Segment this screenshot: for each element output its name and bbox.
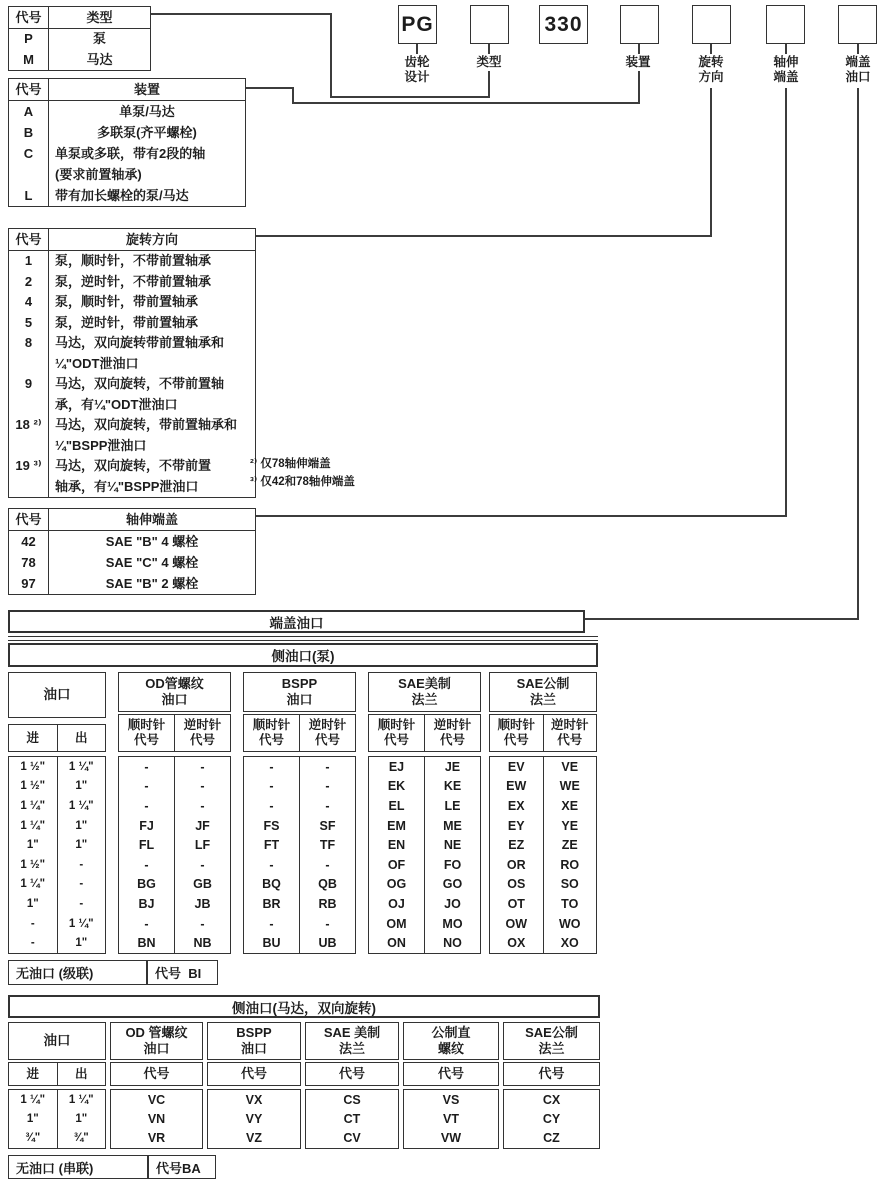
code-box-value: PG (401, 12, 434, 36)
table-cell: - (200, 759, 205, 774)
pump-bspp-cw-ccw-header: 顺时针 代号 逆时针 代号 (243, 714, 356, 752)
table-cell: - (325, 857, 330, 872)
connector-line (710, 88, 712, 237)
table-cell: EX (507, 798, 525, 813)
table-cell: NB (193, 936, 212, 951)
pump-od-group-header: OD管螺纹 油口 (118, 672, 231, 712)
table-cell: 1" (26, 1112, 39, 1125)
table-cell: EL (388, 798, 405, 813)
table-cell: 1" (75, 1112, 88, 1125)
table-cell: CX (542, 1092, 561, 1107)
table-cell: ¾" (25, 1132, 41, 1145)
motor-metric-straight-group-header: 公制直 螺纹 (403, 1022, 499, 1060)
table-cell: ZE (561, 838, 578, 853)
table-cell: 1 ¼" (20, 819, 46, 832)
code-box-label-cover-port: 端盖 油口 (845, 55, 871, 84)
motor-od-codes (110, 1089, 203, 1149)
table-cell: VX (245, 1092, 263, 1107)
table-cell: KE (443, 779, 462, 794)
table-cell: 1 ½" (20, 858, 46, 871)
table-cell: NO (443, 936, 462, 951)
table-cell: - (30, 937, 35, 950)
table-cell: ON (387, 936, 406, 951)
connector-line (488, 71, 490, 98)
connector-line (785, 88, 787, 517)
table-cell: VT (443, 1111, 459, 1126)
table-cell: BQ (262, 877, 281, 892)
in-header: 进 (9, 1063, 58, 1085)
table-cell: BJ (138, 896, 155, 911)
table-cell: OM (386, 916, 407, 931)
pump-bspp-group-header: BSPP 油口 (243, 672, 356, 712)
table-cell: EJ (388, 759, 405, 774)
table-cell: VW (440, 1131, 462, 1146)
type-code-table: 代号 类型 P 泵 M 马达 (8, 6, 151, 71)
table-cell: ME (443, 818, 462, 833)
connector-line (857, 44, 859, 54)
section-divider (8, 636, 598, 641)
pump-sae-us-group-header: SAE美制 法兰 (368, 672, 481, 712)
table-cell: JE (444, 759, 461, 774)
table-cell: - (200, 798, 205, 813)
table-cell: OT (507, 896, 525, 911)
pump-od-codes (118, 756, 231, 954)
table-cell: QB (318, 877, 337, 892)
table-cell: WE (559, 779, 580, 794)
table-cell: VY (245, 1111, 263, 1126)
table-cell: SF (319, 818, 336, 833)
table-cell: 1 ¼" (68, 799, 94, 812)
table-cell: - (144, 798, 149, 813)
table-cell: EK (387, 779, 406, 794)
code-box-label-rotation: 旋转 方向 (698, 55, 724, 84)
code-box-label-device: 装置 (625, 55, 651, 69)
table-cell: BN (137, 936, 156, 951)
table-cell: 1 ¼" (20, 878, 46, 891)
motor-sae-us-codes (305, 1089, 399, 1149)
table-cell: - (325, 779, 330, 794)
table-cell: 1 ½" (20, 780, 46, 793)
connector-line (292, 87, 294, 104)
table-cell: XO (560, 936, 579, 951)
table-cell: JO (444, 896, 461, 911)
pump-sae-us-cw-ccw-header: 顺时针 代号 逆时针 代号 (368, 714, 481, 752)
motor-sae-metric-codes (503, 1089, 600, 1149)
table-cell: EW (506, 779, 527, 794)
table-cell: JB (194, 896, 211, 911)
table-cell: OG (386, 877, 407, 892)
motor-port-sizes (8, 1089, 106, 1149)
motor-in-out-header (8, 1062, 106, 1086)
table-cell: VC (147, 1092, 166, 1107)
table-cell: VS (442, 1092, 460, 1107)
table-cell: FO (443, 857, 462, 872)
table-cell: CS (343, 1092, 361, 1107)
table-cell: - (269, 857, 274, 872)
table-cell: - (200, 779, 205, 794)
code-box-device (620, 5, 659, 44)
table-cell: OS (507, 877, 526, 892)
pump-side-ports-bar: 侧油口(泵) (8, 643, 598, 667)
table-cell: BU (262, 936, 281, 951)
table-cell: OF (387, 857, 406, 872)
pump-sae-metric-cw-ccw-header: 顺时针 代号 逆时针 代号 (489, 714, 597, 752)
table-cell: - (269, 916, 274, 931)
connector-line (488, 44, 490, 54)
footnote-2: ²⁾ 仅78轴伸端盖 (250, 458, 331, 470)
connector-line (857, 88, 859, 620)
table-cell: VR (147, 1131, 166, 1146)
table-cell: - (200, 916, 205, 931)
table-cell: EV (507, 759, 525, 774)
table-cell: 1" (75, 839, 88, 852)
table-cell: CV (343, 1131, 361, 1146)
connector-line (246, 87, 292, 89)
connector-line (710, 44, 712, 54)
connector-line (330, 96, 489, 98)
motor-sae-metric-code-header: 代号 (503, 1062, 600, 1086)
no-port-cascade-code: 代号 BI (147, 960, 218, 985)
table-cell: 1 ¼" (68, 1093, 94, 1106)
end-cover-ports-bar: 端盖油口 (8, 610, 585, 633)
table-cell: 1" (75, 780, 88, 793)
table-cell: ¾" (73, 1132, 89, 1145)
connector-line (585, 618, 859, 620)
code-box-label-type: 类型 (476, 55, 502, 69)
connector-line (638, 44, 640, 54)
table-cell: TF (319, 838, 336, 853)
table-cell: 1" (26, 839, 39, 852)
table-cell: 1 ¼" (20, 799, 46, 812)
table-cell: - (325, 798, 330, 813)
footnote-3: ³⁾ 仅42和78轴伸端盖 (250, 476, 355, 488)
table-cell: YE (561, 818, 579, 833)
motor-sae-metric-group-header: SAE公制 法兰 (503, 1022, 600, 1060)
table-cell: EM (387, 818, 406, 833)
pump-sae-metric-codes (489, 756, 597, 954)
table-cell: RB (318, 896, 337, 911)
motor-bspp-group-header: BSPP 油口 (207, 1022, 301, 1060)
connector-line (785, 44, 787, 54)
motor-bspp-code-header: 代号 (207, 1062, 301, 1086)
table-cell: NE (443, 838, 462, 853)
connector-line (256, 235, 712, 237)
table-cell: GB (193, 877, 212, 892)
motor-metric-straight-code-header: 代号 (403, 1062, 499, 1086)
connector-line (292, 102, 639, 104)
table-cell: - (79, 897, 84, 910)
code-box-label-gear-design: 齿轮 设计 (404, 55, 430, 84)
table-cell: CT (343, 1111, 361, 1126)
table-cell: 1" (26, 897, 39, 910)
code-box-cover-port (838, 5, 877, 44)
connector-line (638, 71, 640, 104)
table-cell: FS (263, 818, 280, 833)
connector-line (330, 13, 332, 98)
pump-bspp-codes (243, 756, 356, 954)
table-cell: EZ (508, 838, 525, 853)
table-cell: BG (137, 877, 156, 892)
code-box-gear-design (398, 5, 437, 44)
table-cell: - (144, 779, 149, 794)
code-box-size (539, 5, 588, 44)
code-box-shaft-cover (766, 5, 805, 44)
pump-sae-us-codes (368, 756, 481, 954)
table-cell: 1 ½" (20, 760, 46, 773)
table-cell: OW (505, 916, 528, 931)
in-header: 进 (9, 725, 58, 751)
table-cell: FL (138, 838, 155, 853)
table-cell: RO (560, 857, 580, 872)
table-cell: CZ (543, 1131, 560, 1146)
table-cell: - (325, 759, 330, 774)
rotation-table: 代号 旋转方向 1 泵，顺时针，不带前置轴承 2 泵，逆时针，不带前置轴承 4 泵，顺时针，带前置轴承 5 泵，逆时针，带前置轴承 8 马达，双向旋转带前置轴承和 ¼"ODT泄油口 9 马达，双向旋转，不带前置轴 承，有¼"ODT泄油口 18 ²⁾ 马达，双向旋转，带前置轴承和 ¼"BSPP泄油口 19 ³⁾ 马达，双向旋转，不带前置 轴承，有¼"BSPP泄油口 (8, 228, 256, 498)
table-cell: VN (147, 1111, 166, 1126)
table-cell: 1" (75, 819, 88, 832)
table-cell: 1" (75, 937, 88, 950)
table-cell: VE (561, 759, 579, 774)
motor-sae-us-code-header: 代号 (305, 1062, 399, 1086)
pump-port-sizes (8, 756, 106, 954)
table-cell: EN (387, 838, 406, 853)
motor-od-code-header: 代号 (110, 1062, 203, 1086)
out-header: 出 (74, 730, 88, 745)
code-box-rotation (692, 5, 731, 44)
pump-in-out-header (8, 724, 106, 752)
table-cell: - (144, 759, 149, 774)
out-header: 出 (74, 1066, 88, 1081)
code-box-label-shaft-cover: 轴伸 端盖 (773, 55, 799, 84)
motor-sae-us-group-header: SAE 美制 法兰 (305, 1022, 399, 1060)
connector-line (416, 44, 418, 54)
table-cell: - (144, 857, 149, 872)
pump-port-size-header: 油口 (8, 672, 106, 718)
table-cell: OJ (388, 896, 405, 911)
table-cell: OX (507, 936, 526, 951)
pump-od-cw-ccw-header: 顺时针 代号 逆时针 代号 (118, 714, 231, 752)
table-cell: - (79, 858, 84, 871)
table-cell: JF (195, 818, 210, 833)
table-cell: - (325, 916, 330, 931)
shaft-end-cover-table: 代号 轴伸端盖 42 SAE "B" 4 螺栓 78 SAE "C" 4 螺栓 97 SAE "B" 2 螺栓 (8, 508, 256, 595)
code-box-value: 330 (544, 12, 583, 36)
pump-sae-metric-group-header: SAE公制 法兰 (489, 672, 597, 712)
table-cell: LF (194, 838, 211, 853)
table-cell: 1 ¼" (68, 917, 94, 930)
table-cell: WO (558, 916, 581, 931)
table-cell: GO (442, 877, 463, 892)
motor-metric-straight-codes (403, 1089, 499, 1149)
no-port-series-code: 代号BA (148, 1155, 216, 1179)
table-cell: - (79, 878, 84, 891)
table-cell: - (269, 759, 274, 774)
motor-port-size-header: 油口 (8, 1022, 106, 1060)
connector-line (256, 515, 787, 517)
motor-od-group-header: OD 管螺纹 油口 (110, 1022, 203, 1060)
table-cell: FT (263, 838, 280, 853)
table-cell: BR (262, 896, 281, 911)
table-cell: SO (560, 877, 579, 892)
table-cell: CY (542, 1111, 561, 1126)
table-cell: LE (444, 798, 461, 813)
table-cell: - (269, 779, 274, 794)
no-port-cascade-label: 无油口 (级联) (8, 960, 147, 985)
no-port-series-label: 无油口 (串联) (8, 1155, 148, 1179)
table-cell: 1 ¼" (20, 1093, 46, 1106)
connector-line (151, 13, 332, 15)
table-cell: - (144, 916, 149, 931)
table-cell: EY (507, 818, 525, 833)
motor-bspp-codes (207, 1089, 301, 1149)
table-cell: MO (442, 916, 463, 931)
table-cell: OR (506, 857, 526, 872)
table-cell: XE (561, 798, 579, 813)
table-cell: - (269, 798, 274, 813)
motor-side-ports-bar: 侧油口(马达，双向旋转) (8, 995, 600, 1018)
table-cell: UB (318, 936, 337, 951)
table-cell: - (200, 857, 205, 872)
table-cell: 1 ¼" (68, 760, 94, 773)
device-table: 代号 装置 A 单泵/马达 B 多联泵(齐平螺栓) C 单泵或多联，带有2段的轴 (要求前置轴承) L 带有加长螺栓的泵/马达 (8, 78, 246, 207)
table-cell: - (30, 917, 35, 930)
table-cell: VZ (246, 1131, 262, 1146)
table-cell: FJ (139, 818, 154, 833)
table-cell: TO (561, 896, 579, 911)
code-box-type (470, 5, 509, 44)
